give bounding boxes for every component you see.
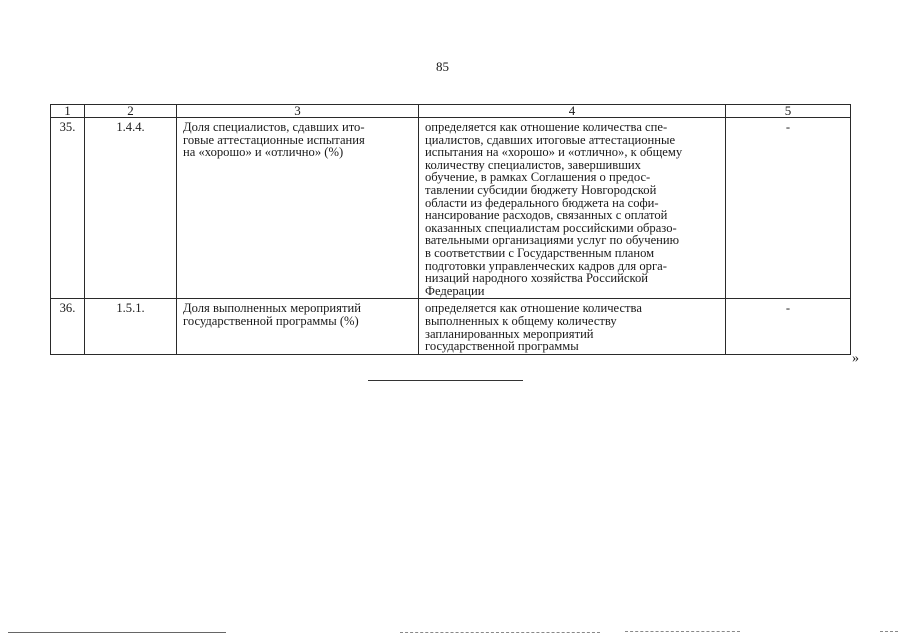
header-col-3: 3 <box>177 105 419 118</box>
header-col-5: 5 <box>726 105 851 118</box>
table-row <box>51 118 851 299</box>
indicator-line: на «хорошо» и «отлично» (%) <box>183 145 344 160</box>
method-line: испытания на «хорошо» и «отлично», к общему <box>425 145 683 160</box>
calculation-method <box>419 299 726 354</box>
method-line: нансирование расходов, связанных с оплатой <box>425 208 668 223</box>
indicator-name <box>177 299 419 354</box>
indicator-line: Доля специалистов, сдавших ито- <box>183 120 365 134</box>
method-line: количеству специалистов, завершивших <box>425 157 641 172</box>
row-code: 1.5.1. <box>85 299 177 354</box>
scan-artifact <box>625 631 740 632</box>
method-line: выполненных к общему количеству <box>425 313 617 328</box>
header-col-1: 1 <box>51 105 85 118</box>
method-line: Федерации <box>425 283 485 298</box>
method-line: определяется как отношение количества <box>425 301 642 316</box>
table-header-row <box>51 105 851 118</box>
scan-artifact <box>8 632 226 633</box>
method-line: оказанных специалистам российскими образо- <box>425 220 677 235</box>
method-line: области из федерального бюджета на софи- <box>425 195 659 210</box>
scan-artifact <box>880 631 898 632</box>
method-line: циалистов, сдавших итоговые аттестационные <box>425 132 676 147</box>
indicator-name <box>177 118 419 299</box>
separator-line <box>368 380 523 381</box>
header-col-2: 2 <box>85 105 177 118</box>
table-row <box>51 299 851 354</box>
closing-quote: » <box>852 351 859 366</box>
method-line: тавлении субсидии бюджету Новгородской <box>425 182 657 197</box>
method-line: запланированных мероприятий <box>425 326 594 341</box>
row-number: 35. <box>51 118 85 299</box>
indicators-table <box>50 104 851 355</box>
scan-artifact <box>400 632 600 633</box>
method-line: государственной программы <box>425 339 579 354</box>
calculation-method <box>419 118 726 299</box>
header-col-4: 4 <box>419 105 726 118</box>
col5-value: - <box>726 118 851 299</box>
row-number: 36. <box>51 299 85 354</box>
col5-value: - <box>726 299 851 354</box>
method-line: вательными организациями услуг по обучению <box>425 233 680 248</box>
indicator-line: государственной программы (%) <box>183 313 359 328</box>
indicator-line: говые аттестационные испытания <box>183 132 365 147</box>
method-line: в соответствии с Государственным планом <box>425 245 655 260</box>
page-number: 85 <box>436 59 449 74</box>
method-line: обучение, в рамках Соглашения о предос- <box>425 170 651 185</box>
method-line: подготовки управленческих кадров для орга- <box>425 258 667 273</box>
indicator-line: Доля выполненных мероприятий <box>183 301 361 316</box>
row-code: 1.4.4. <box>85 118 177 299</box>
method-line: определяется как отношение количества спе- <box>425 120 668 134</box>
method-line: низаций народного хозяйства Российской <box>425 271 649 286</box>
